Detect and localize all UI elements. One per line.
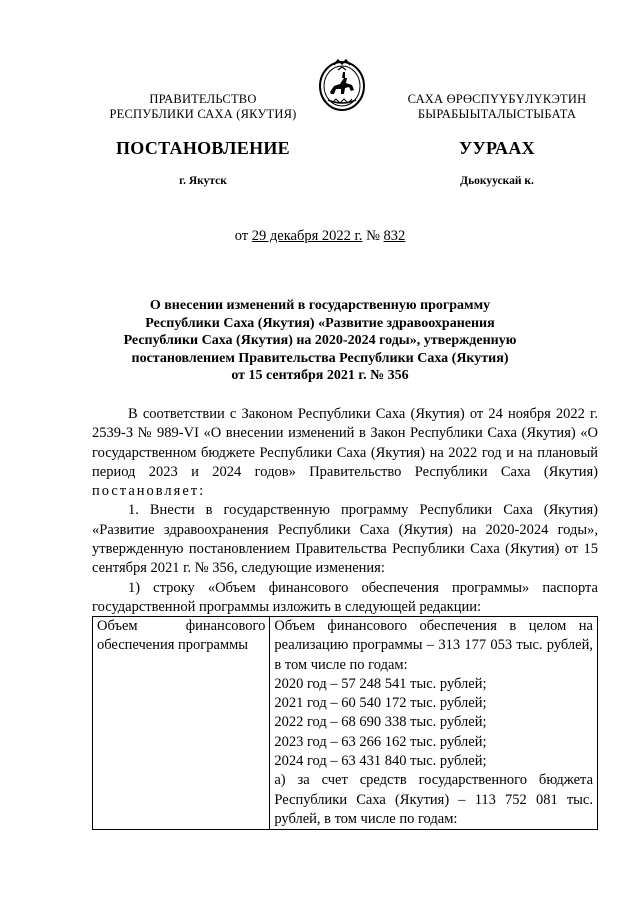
table-line: 2024 год – 63 431 840 тыс. рублей; (274, 753, 487, 770)
table-line: 2022 год – 68 690 338 тыс. рублей; (274, 714, 487, 731)
header-left-line1: ПРАВИТЕЛЬСТВО (149, 92, 257, 106)
header-left-line2: РЕСПУБЛИКИ САХА (ЯКУТИЯ) (109, 107, 297, 121)
document-date-number (0, 228, 640, 245)
document-title (110, 297, 530, 385)
document-body (92, 405, 598, 617)
document-date: 29 декабря 2022 г. (251, 228, 363, 244)
title-line: от 15 сентября 2021 г. № 356 (231, 368, 409, 383)
document-number: 832 (383, 228, 406, 244)
table-line: а) за счет средств государственного бюджета Республики Саха (Якутия) – 113 752 081 тыс. рублей, в том числе по годам: (274, 772, 593, 827)
table-line: 2021 год – 60 540 172 тыс. рублей; (274, 695, 487, 712)
title-line: Республики Саха (Якутия) «Развитие здравоохранения (145, 315, 495, 331)
title-line: постановлением Правительства Республики Саха (Якутия) (131, 350, 509, 366)
header-right-line1: САХА ӨРӨСПҮҮБҮЛҮКЭТИН (407, 92, 587, 106)
table-label-cell: Объем финансового обеспечения программы (93, 617, 270, 830)
body-paragraph (92, 405, 598, 501)
doc-type-russian: ПОСТАНОВЛЕНИЕ (116, 138, 290, 158)
table-line: Объем финансового обеспечения в целом на реализацию программы – 313 177 053 тыс. рублей, в том числе по годам: (274, 618, 593, 673)
date-prefix: от (234, 228, 252, 244)
doc-type-yakut: УУРААХ (459, 138, 535, 158)
body-paragraph: 1) строку «Объем финансового обеспечения программы» паспорта государственной программы изложить в следующей редакции: (92, 579, 598, 615)
city-yakut: Дьокуускай к. (460, 175, 534, 187)
government-name-russian (100, 92, 306, 122)
title-line: Республики Саха (Якутия) на 2020-2024 годы», утвержденную (123, 333, 517, 348)
header-right-line2: БЫРАБЫЫТАЛЫСТЫБАТА (417, 107, 577, 121)
city-russian: г. Якутск (179, 175, 227, 187)
table-line: 2023 год – 63 266 162 тыс. рублей; (274, 733, 487, 750)
preamble-text: В соответствии с Законом Республики Саха (Якутия) от 24 ноября 2022 г. 2539-З № 989-VI «О внесении изменений в Закон Республики Саха (Якутия) «О государственном бюджете Республики Саха (Якутия) на 2022 год и на плановый период 2023 и 2024 годов» Правительство Республики Саха (Якутия) (92, 406, 598, 480)
decree-word: постановляет: (92, 483, 206, 500)
government-name-yakut (394, 92, 600, 122)
body-paragraph: 1. Внести в государственную программу Республики Саха (Якутия) «Развитие здравоохранения Республики Саха (Якутия) на 2020-2024 годы», утвержденную постановлением Правительства Республики Саха (Якутия) от 15 сентября 2021 г. № 356, следующие изменения: (92, 502, 598, 577)
title-line: О внесении изменений в государственную программу (149, 298, 491, 313)
table-line: 2020 год – 57 248 541 тыс. рублей; (274, 675, 487, 692)
financing-table (92, 616, 598, 830)
table-value-cell (270, 617, 598, 830)
number-prefix: № (362, 228, 384, 244)
table-row (93, 617, 598, 830)
coat-of-arms-emblem (316, 56, 368, 112)
